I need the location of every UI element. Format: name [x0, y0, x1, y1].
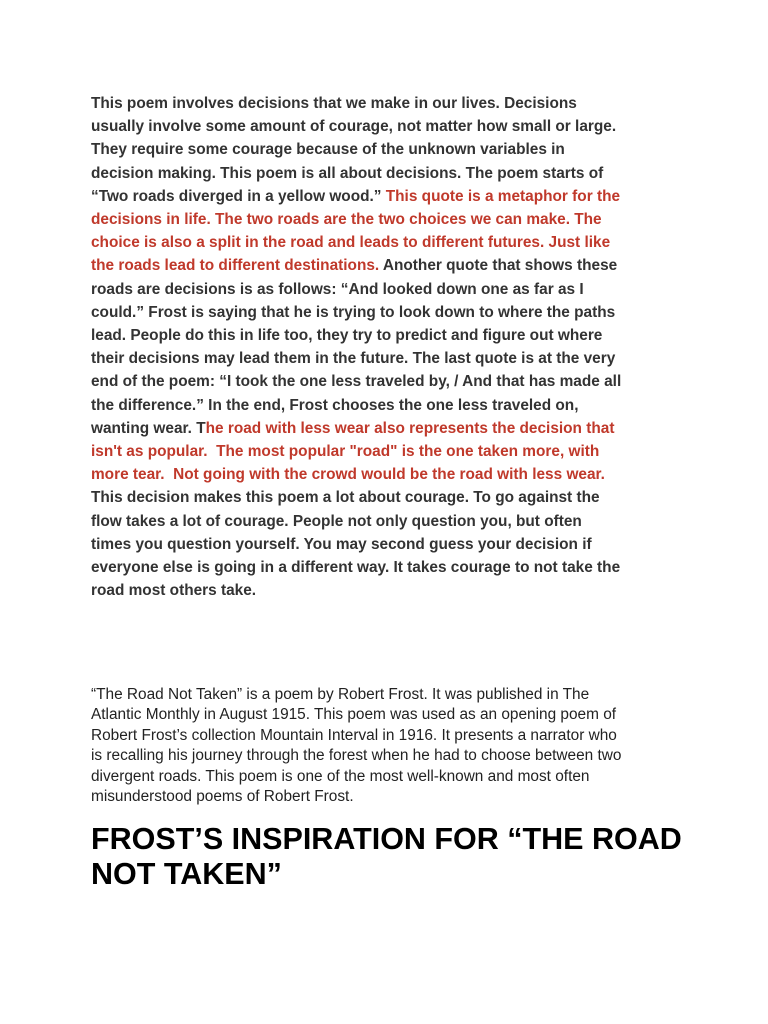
essay-line: [91, 417, 691, 440]
essay-line: [91, 440, 691, 463]
essay-text: could.” Frost is saying that he is trying to look down to where the paths: [91, 303, 616, 321]
essay-line: [91, 231, 691, 254]
essay-text: times you question yourself. You may second guess your decision if: [91, 535, 592, 553]
essay-highlight-text: isn't as popular. The most popular "road" is the one taken more, with: [91, 443, 600, 461]
essay-line: [91, 92, 691, 115]
essay-text: the difference.” In the end, Frost chooses the one less traveled on,: [91, 396, 579, 414]
essay-text: wanting wear. T: [91, 419, 206, 437]
essay-text: decision making. This poem is all about decisions. The poem starts of: [91, 164, 604, 182]
essay-highlight-text: the roads lead to different destinations.: [91, 257, 380, 275]
about-line: Robert Frost’s collection Mountain Interval in 1916. It presents a narrator who: [91, 726, 617, 744]
essay-line: [91, 556, 691, 579]
essay-text: flow takes a lot of courage. People not only question you, but often: [91, 512, 582, 530]
essay-line: [91, 278, 691, 301]
essay-line: [91, 579, 691, 602]
essay-line: [91, 510, 691, 533]
essay-line: [91, 254, 691, 277]
about-line: is recalling his journey through the forest when he had to choose between two: [91, 747, 622, 765]
essay-text: end of the poem: “I took the one less traveled by, / And that has made all: [91, 373, 622, 391]
essay-line: [91, 162, 691, 185]
essay-text: Another quote that shows these: [379, 257, 618, 275]
essay-line: [91, 115, 691, 138]
essay-line: [91, 394, 691, 417]
essay-text: “Two roads diverged in a yellow wood.”: [91, 187, 386, 205]
essay-line: [91, 533, 691, 556]
essay-text: lead. People do this in life too, they try to predict and figure out where: [91, 327, 603, 345]
essay-line: [91, 324, 691, 347]
essay-highlight-text: choice is also a split in the road and leads to different futures. Just like: [91, 234, 611, 252]
essay-paragraph: [91, 92, 691, 602]
essay-text: roads are decisions is as follows: “And looked down one as far as I: [91, 280, 584, 298]
essay-highlight-text: more tear. Not going with the crowd would be the road with less wear.: [91, 466, 605, 484]
essay-text: They require some courage because of the unknown variables in: [91, 141, 565, 159]
essay-line: [91, 301, 691, 324]
essay-line: [91, 138, 691, 161]
essay-highlight-text: he road with less wear also represents the decision that: [205, 419, 615, 437]
essay-highlight-text: This quote is a metaphor for the: [385, 187, 621, 205]
essay-text: their decisions may lead them in the future. The last quote is at the very: [91, 350, 616, 368]
essay-text: usually involve some amount of courage, not matter how small or large.: [91, 118, 617, 136]
about-line: misunderstood poems of Robert Frost.: [91, 788, 354, 806]
essay-line: [91, 347, 691, 370]
essay-line: [91, 208, 691, 231]
essay-text: everyone else is going in a different way. It takes courage to not take the: [91, 559, 621, 577]
essay-text: road most others take.: [91, 582, 257, 600]
essay-text: This poem involves decisions that we make in our lives. Decisions: [91, 95, 577, 112]
about-paragraph: [91, 685, 691, 807]
essay-line: [91, 463, 691, 486]
heading-line: NOT TAKEN”: [91, 857, 282, 891]
about-line: divergent roads. This poem is one of the most well-known and most often: [91, 767, 590, 785]
essay-line: [91, 486, 691, 509]
essay-text: This decision makes this poem a lot about courage. To go against the: [91, 489, 600, 507]
essay-highlight-text: decisions in life. The two roads are the two choices we can make. The: [91, 211, 602, 229]
about-line: Atlantic Monthly in August 1915. This poem was used as an opening poem of: [91, 706, 617, 724]
essay-line: [91, 370, 691, 393]
section-heading: [91, 822, 711, 892]
essay-line: [91, 185, 691, 208]
heading-line: FROST’S INSPIRATION FOR “THE ROAD: [91, 822, 682, 856]
about-line: “The Road Not Taken” is a poem by Robert Frost. It was published in The: [91, 686, 590, 703]
